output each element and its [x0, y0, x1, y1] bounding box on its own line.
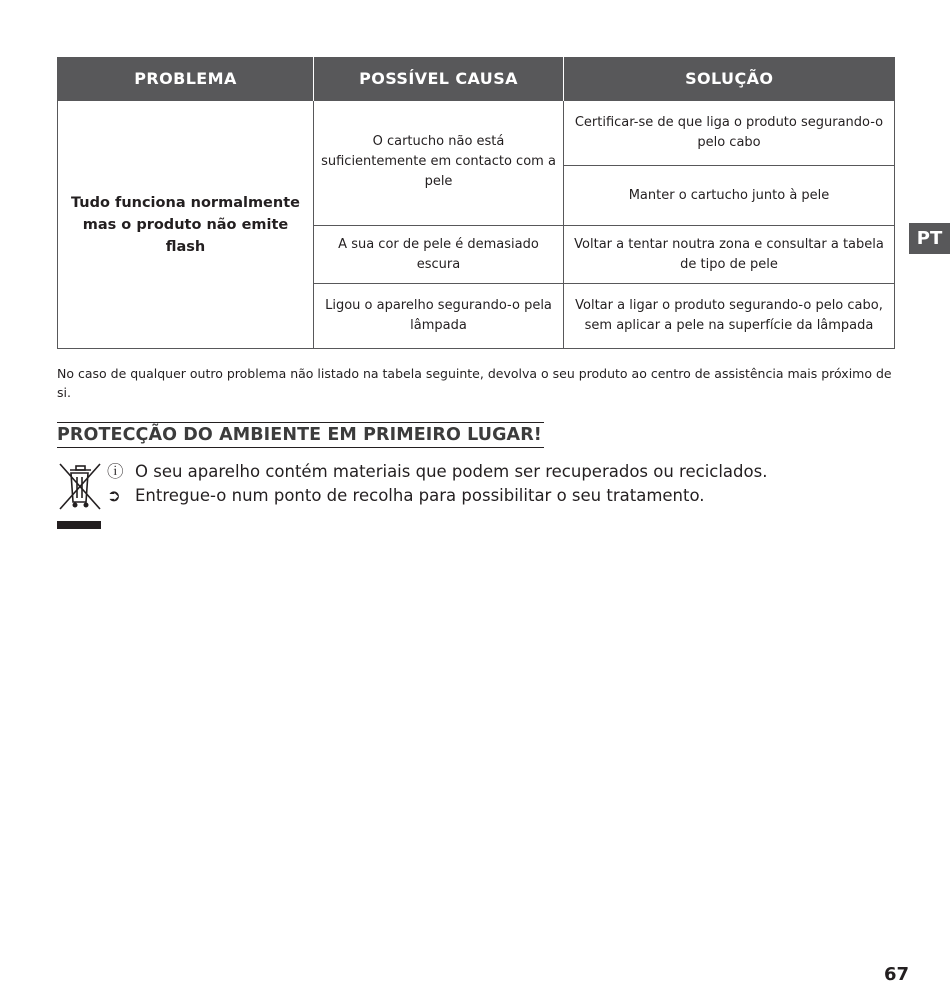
- recycle-info-line: [107, 460, 767, 484]
- cause-cell: Ligou o aparelho segurando-o pela lâmpada: [314, 284, 564, 349]
- troubleshooting-table: [57, 57, 895, 349]
- collection-point-line: [107, 484, 705, 508]
- cause-cell: O cartucho não está suficientemente em contacto com a pele: [314, 101, 564, 226]
- other-problems-note: No caso de qualquer outro problema não listado na tabela seguinte, devolva o seu produto ao centro de assistência mais próximo de si.: [57, 366, 892, 400]
- solution-cell: Voltar a tentar noutra zona e consultar a tabela de tipo de pele: [564, 226, 895, 284]
- header-cause: POSSÍVEL CAUSA: [314, 57, 564, 101]
- arrow-icon: ➲: [107, 486, 121, 505]
- recycle-info-text: O seu aparelho contém materiais que podem ser recuperados ou reciclados.: [135, 462, 768, 481]
- environment-heading: PROTECÇÃO DO AMBIENTE EM PRIMEIRO LUGAR!: [57, 422, 544, 448]
- crossed-out-bin-icon: [57, 462, 103, 512]
- solution-cell: Manter o cartucho junto à pele: [564, 166, 895, 226]
- solution-cell: Certificar-se de que liga o produto segurando-o pelo cabo: [564, 101, 895, 166]
- separator-bar: [57, 521, 101, 529]
- cause-cell: A sua cor de pele é demasiado escura: [314, 226, 564, 284]
- language-tab: PT: [909, 223, 950, 254]
- problem-cell: Tudo funciona normalmente mas o produto não emite flash: [58, 101, 314, 349]
- header-problem: PROBLEMA: [58, 57, 314, 101]
- collection-point-text: Entregue-o num ponto de recolha para possibilitar o seu tratamento.: [135, 486, 705, 505]
- info-icon: ⓘ: [107, 462, 124, 481]
- header-solution: SOLUÇÃO: [564, 57, 895, 101]
- solution-cell: Voltar a ligar o produto segurando-o pelo cabo, sem aplicar a pele na superfície da lâmpada: [564, 284, 895, 349]
- page-number: 67: [884, 964, 910, 985]
